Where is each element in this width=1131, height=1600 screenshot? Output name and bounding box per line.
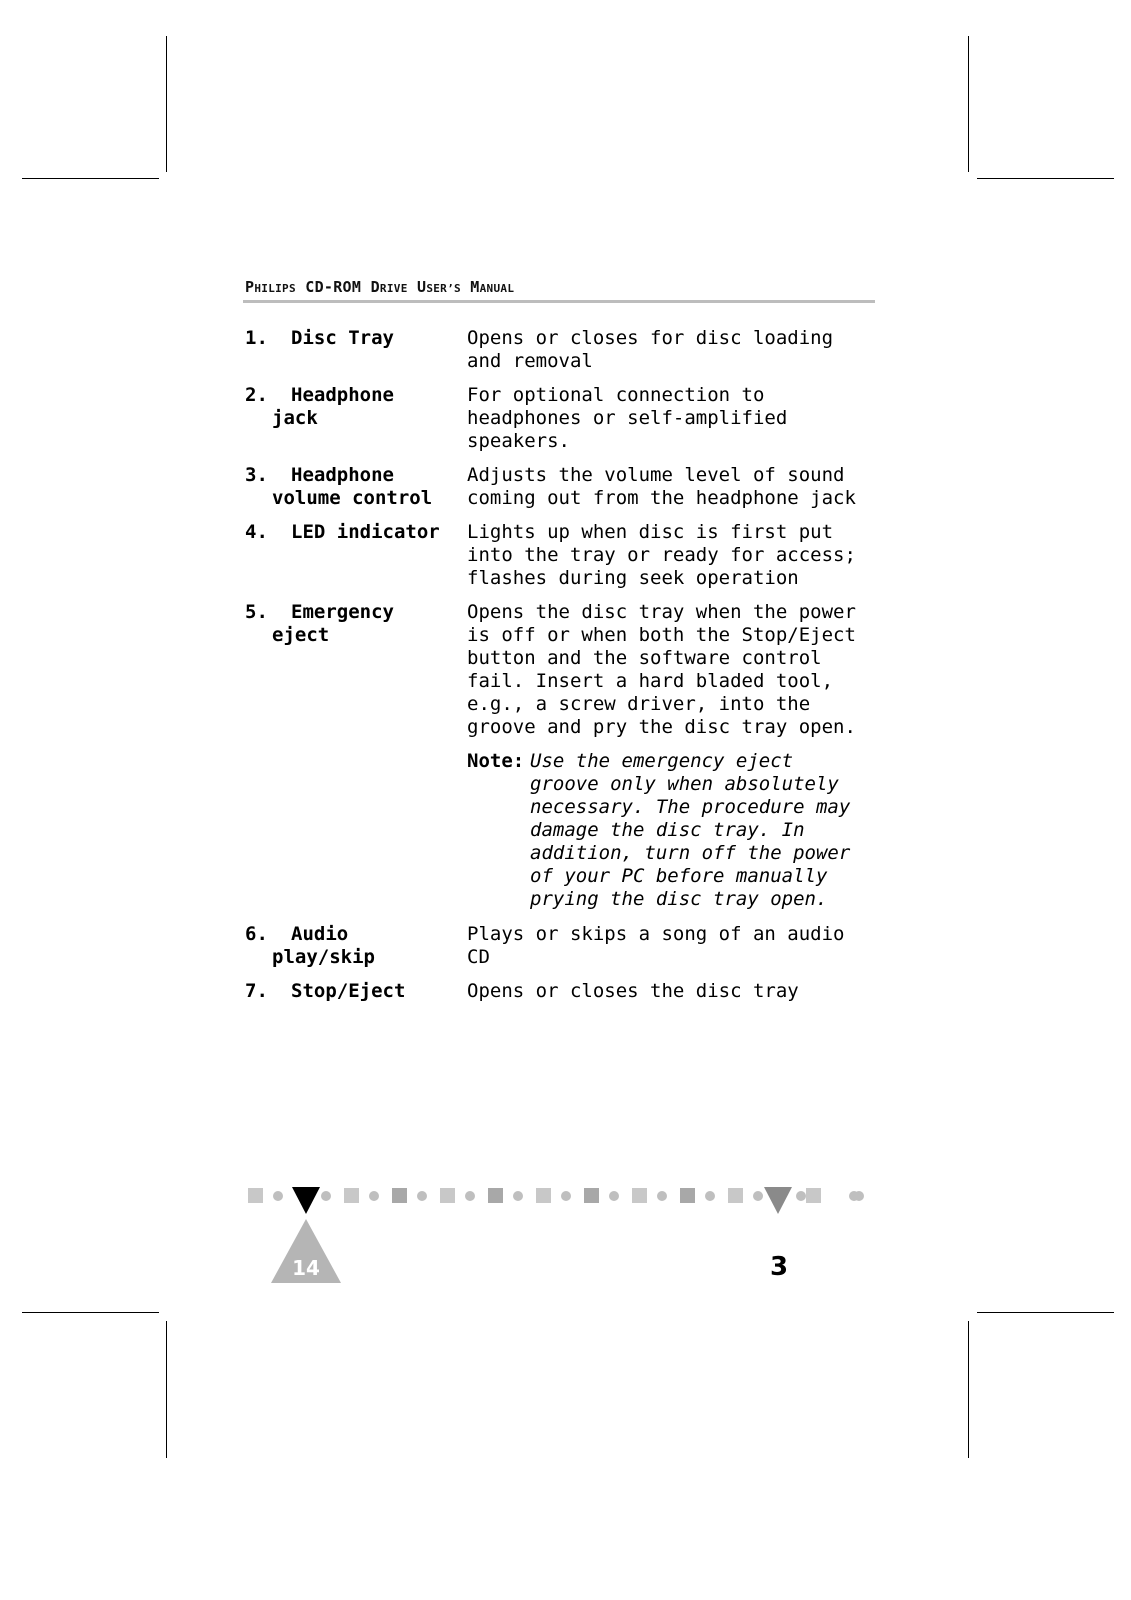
strip-square — [344, 1188, 359, 1203]
item-term-line1: Emergency — [291, 601, 394, 623]
item-term-line1: Headphone — [291, 464, 394, 486]
strip-dot — [657, 1191, 667, 1201]
strip-dot — [513, 1191, 523, 1201]
strip-square — [632, 1188, 647, 1203]
strip-dot — [561, 1191, 571, 1201]
item-term — [245, 980, 467, 1003]
item-term-line2: eject — [272, 624, 330, 646]
strip-dot — [705, 1191, 715, 1201]
item-term — [245, 521, 467, 590]
strip-square — [584, 1188, 599, 1203]
user-rest: SER’S — [426, 282, 461, 295]
strip-square — [440, 1188, 455, 1203]
item-term — [245, 384, 467, 453]
product-name: CD-ROM — [305, 278, 362, 296]
drive-cap: D — [370, 278, 380, 296]
crop-mark — [166, 1321, 167, 1458]
section-marker — [764, 1187, 792, 1214]
strip-square — [728, 1188, 743, 1203]
item-term-line1: Stop/Eject — [291, 980, 406, 1002]
item-term — [245, 327, 467, 373]
item-term — [245, 923, 467, 969]
item-description: Adjusts the volume level of sound coming out from the headphone jack — [467, 464, 856, 509]
current-page-marker — [292, 1187, 320, 1214]
strip-dot — [273, 1191, 283, 1201]
brand-rest: HILIPS — [254, 282, 296, 295]
list-item — [245, 327, 885, 373]
drive-rest: RIVE — [379, 282, 408, 295]
strip-square — [248, 1188, 263, 1203]
strip-square — [806, 1188, 821, 1203]
item-term-line2: play/skip — [272, 946, 375, 968]
crop-mark — [968, 36, 969, 172]
item-term-line1: Audio — [291, 923, 349, 945]
item-term-line2: jack — [272, 407, 318, 429]
item-term-line1: Headphone — [291, 384, 394, 406]
item-description: Opens or closes for disc loading and removal — [467, 327, 834, 372]
crop-mark — [977, 1312, 1114, 1313]
strip-square — [392, 1188, 407, 1203]
list-item — [245, 521, 885, 590]
item-term — [245, 601, 467, 739]
item-description: Plays or skips a song of an audio CD — [467, 923, 845, 968]
strip-dot — [854, 1191, 864, 1201]
item-number: 6. — [245, 923, 268, 945]
page-number: 3 — [770, 1252, 789, 1282]
strip-square — [488, 1188, 503, 1203]
item-description: Opens the disc tray when the power is off or when both the Stop/Eject button and the software control fail. Insert a hard bladed tool, e.g., a screw driver, into the groove and pry the disc tray open. — [467, 601, 856, 738]
crop-mark — [22, 178, 159, 179]
item-number: 5. — [245, 601, 268, 623]
crop-mark — [968, 1321, 969, 1458]
manual-cap: M — [470, 278, 480, 296]
item-description: Lights up when disc is first put into the tray or ready for access; flashes during seek operation — [467, 521, 856, 589]
crop-mark — [22, 1312, 159, 1313]
crop-mark — [977, 178, 1114, 179]
manual-rest: ANUAL — [479, 282, 515, 295]
list-item — [245, 464, 885, 510]
list-item — [245, 923, 885, 969]
item-description: Opens or closes the disc tray — [467, 980, 799, 1002]
strip-square — [680, 1188, 695, 1203]
item-number: 7. — [245, 980, 268, 1002]
total-pages: 14 — [292, 1256, 320, 1280]
user-cap: U — [416, 278, 427, 296]
item-term-line1: LED indicator — [291, 521, 440, 543]
list-item — [245, 601, 885, 739]
item-term — [245, 464, 467, 510]
strip-dot — [753, 1191, 763, 1201]
strip-dot — [417, 1191, 427, 1201]
strip-dot — [465, 1191, 475, 1201]
crop-mark — [166, 36, 167, 172]
note-block — [467, 750, 885, 911]
item-term-line2: volume control — [272, 487, 433, 509]
strip-dot — [321, 1191, 331, 1201]
item-term-line1: Disc Tray — [291, 327, 394, 349]
strip-dot — [609, 1191, 619, 1201]
item-description: For optional connection to headphones or self-amplified speakers. — [467, 384, 788, 452]
item-number: 3. — [245, 464, 268, 486]
item-number: 2. — [245, 384, 268, 406]
item-number: 4. — [245, 521, 268, 543]
strip-dot — [369, 1191, 379, 1201]
note-label: Note: — [467, 750, 525, 772]
note-text: Use the emergency eject groove only when absolutely necessary. The procedure may damage the disc tray. In addition, turn off the power of your PC before manually prying the disc tray open. — [530, 750, 851, 910]
running-header — [245, 278, 873, 296]
strip-dot — [796, 1191, 806, 1201]
item-number: 1. — [245, 327, 268, 349]
component-list — [245, 327, 885, 1014]
strip-square — [536, 1188, 551, 1203]
header-rule — [243, 300, 875, 303]
list-item — [245, 980, 885, 1003]
brand-cap: P — [245, 278, 255, 296]
list-item — [245, 384, 885, 453]
